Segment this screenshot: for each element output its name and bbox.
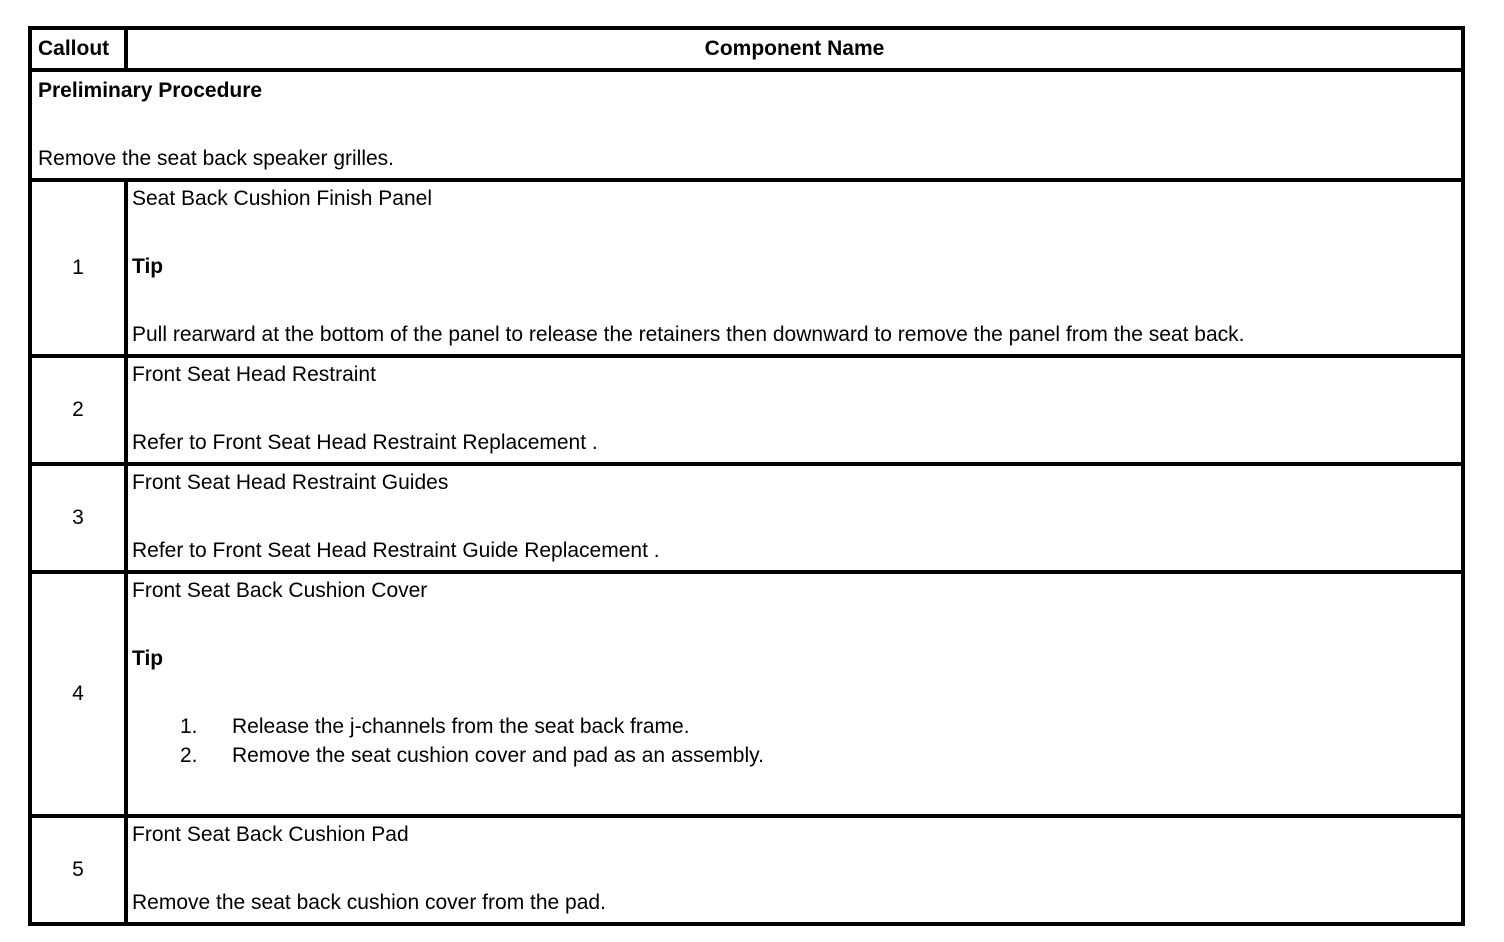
tip-label: Tip <box>132 647 164 670</box>
table-row <box>30 572 1463 816</box>
callout-number: 2 <box>30 356 126 464</box>
component-cell <box>126 464 1463 572</box>
step-text: Remove the seat cushion cover and pad as an assembly. <box>232 744 764 767</box>
component-table <box>28 26 1465 926</box>
tip-label: Tip <box>132 255 164 278</box>
component-cell <box>126 572 1463 816</box>
table-row <box>30 816 1463 924</box>
table-header-row <box>30 28 1463 70</box>
preliminary-title: Preliminary Procedure <box>38 79 263 102</box>
component-instruction: Refer to Front Seat Head Restraint Replacement . <box>132 431 598 454</box>
callout-number: 3 <box>30 464 126 572</box>
component-name: Front Seat Back Cushion Pad <box>132 823 409 846</box>
table-row <box>30 464 1463 572</box>
list-item <box>180 716 1457 745</box>
table-row <box>30 356 1463 464</box>
component-cell <box>126 180 1463 356</box>
tip-steps-list <box>132 716 1457 774</box>
preliminary-cell <box>30 70 1463 180</box>
component-cell <box>126 816 1463 924</box>
component-instruction: Remove the seat back cushion cover from the pad. <box>132 891 606 914</box>
component-cell <box>126 356 1463 464</box>
callout-header: Callout <box>30 28 126 70</box>
component-name: Front Seat Head Restraint <box>132 363 376 386</box>
step-number: 1. <box>180 715 198 738</box>
list-item <box>180 745 1457 774</box>
callout-number: 5 <box>30 816 126 924</box>
table-row <box>30 180 1463 356</box>
callout-number: 1 <box>30 180 126 356</box>
step-text: Release the j-channels from the seat back frame. <box>232 715 690 738</box>
component-instruction: Refer to Front Seat Head Restraint Guide Replacement . <box>132 539 660 562</box>
component-name: Front Seat Head Restraint Guides <box>132 471 449 494</box>
step-number: 2. <box>180 744 198 767</box>
component-instruction: Pull rearward at the bottom of the panel to release the retainers then downward to remove the panel from the seat back. <box>132 323 1245 346</box>
callout-number: 4 <box>30 572 126 816</box>
component-name-header: Component Name <box>126 28 1463 70</box>
preliminary-text: Remove the seat back speaker grilles. <box>38 147 395 170</box>
component-name: Seat Back Cushion Finish Panel <box>132 187 432 210</box>
component-name: Front Seat Back Cushion Cover <box>132 579 428 602</box>
preliminary-row <box>30 70 1463 180</box>
